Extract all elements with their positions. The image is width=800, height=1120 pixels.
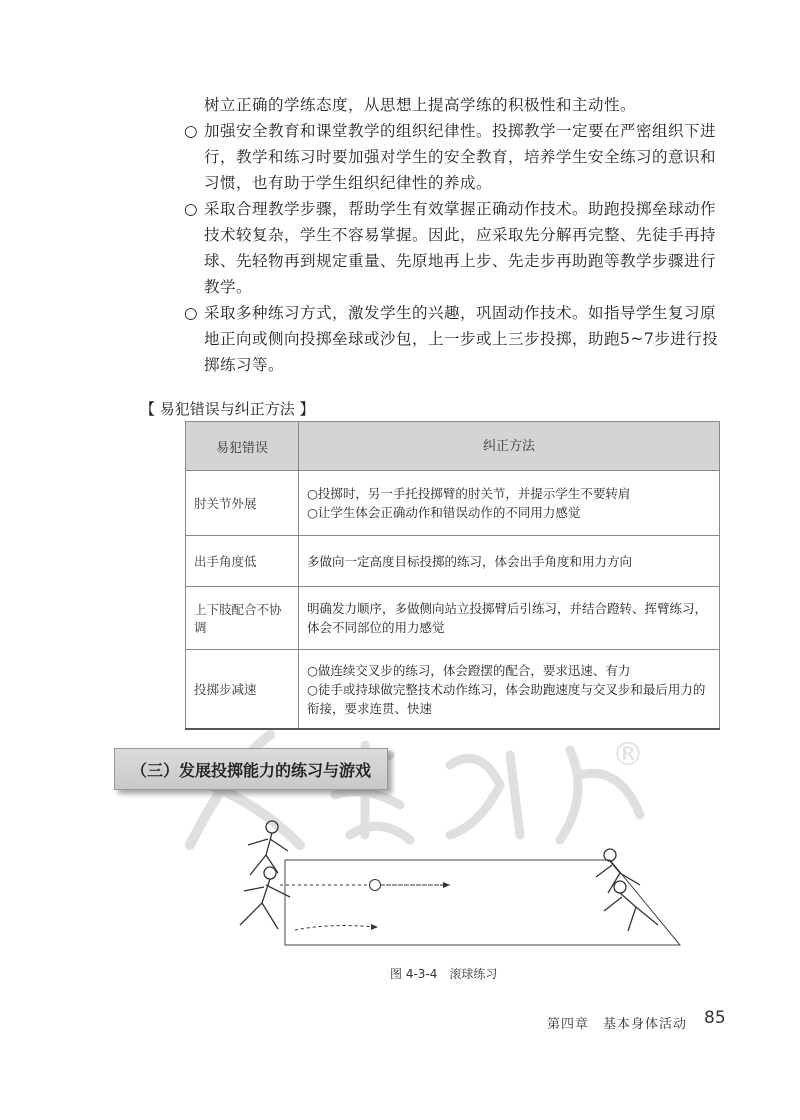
table-cell-error: 投掷步减速 [186,650,299,730]
table-header-row [186,422,720,471]
error-correction-table [185,421,720,730]
circle-bullet-icon: ○ [184,200,199,218]
table-row [186,536,720,587]
circle-bullet-icon: ○ [184,304,199,322]
student-figure-left-bottom [240,867,290,929]
registered-mark: ® [612,735,644,773]
table-cell-error: 出手角度低 [186,536,299,587]
table-cell-error: 上下肢配合不协调 [186,587,299,650]
table-cell-error: 肘关节外展 [186,471,299,536]
chapter-footer: 第四章 基本身体活动 [547,1017,688,1032]
body-text [184,92,724,378]
table-cell-fix: ○做连续交叉步的练习，体会蹬摆的配合，要求迅速、有力 ○徒手或持球做完整技术动作练习，体会助跑速度与交叉步和最后用力的衔接，要求连贯、快速 [299,650,720,730]
table-row [186,650,720,730]
paragraph-3: ○ 采取多种练习方式，激发学生的兴趣，巩固动作技术。如指导学生复习原地正向或侧向投掷垒球或沙包，上一步或上三步投掷，助跑5~7步进行投掷练习等。 [184,300,724,378]
page-number: 85 [704,1008,726,1028]
figure-caption: 图 4-3-4 滚球练习 [390,967,498,981]
table-cell-fix: ○投掷时，另一手托投掷臂的肘关节，并提示学生不要转肩 ○让学生体会正确动作和错误动作的不同用力感觉 [299,471,720,536]
table-header-fix: 纠正方法 [299,422,720,471]
table-header-error: 易犯错误 [186,422,299,471]
circle-bullet-icon: ○ [184,122,199,140]
table-cell-fix: 明确发力顺序，多做侧向站立投掷臂后引练习，并结合蹬转、挥臂练习，体会不同部位的用力感觉 [299,587,720,650]
student-figure-right-top [596,849,640,893]
paragraph-0: 树立正确的学练态度，从思想上提高学练的积极性和主动性。 [204,96,637,114]
table-row [186,471,720,536]
section-heading: 【 易犯错误与纠正方法 】 [140,400,315,418]
student-figure-right-bottom [604,881,658,931]
table-cell-fix: 多做向一定高度目标投掷的练习，体会出手角度和用力方向 [299,536,720,587]
paragraph-2: ○ 采取合理教学步骤，帮助学生有效掌握正确动作技术。助跑投掷垒球动作技术较复杂，学生不容易掌握。因此，应采取先分解再完整、先徒手再持球、先轻物再到规定重量、先原地再上步、先走步再助跑等教学步骤进行教学。 [184,196,724,300]
paragraph-1: ○ 加强安全教育和课堂教学的组织纪律性。投掷教学一定要在严密组织下进行，教学和练习时要加强对学生的安全教育，培养学生安全练习的意识和习惯，也有助于学生组织纪律性的养成。 [184,118,724,196]
subsection-title: （三）发展投掷能力的练习与游戏 [114,748,388,790]
rolling-ball-illustration [200,815,700,970]
table-row [186,587,720,650]
